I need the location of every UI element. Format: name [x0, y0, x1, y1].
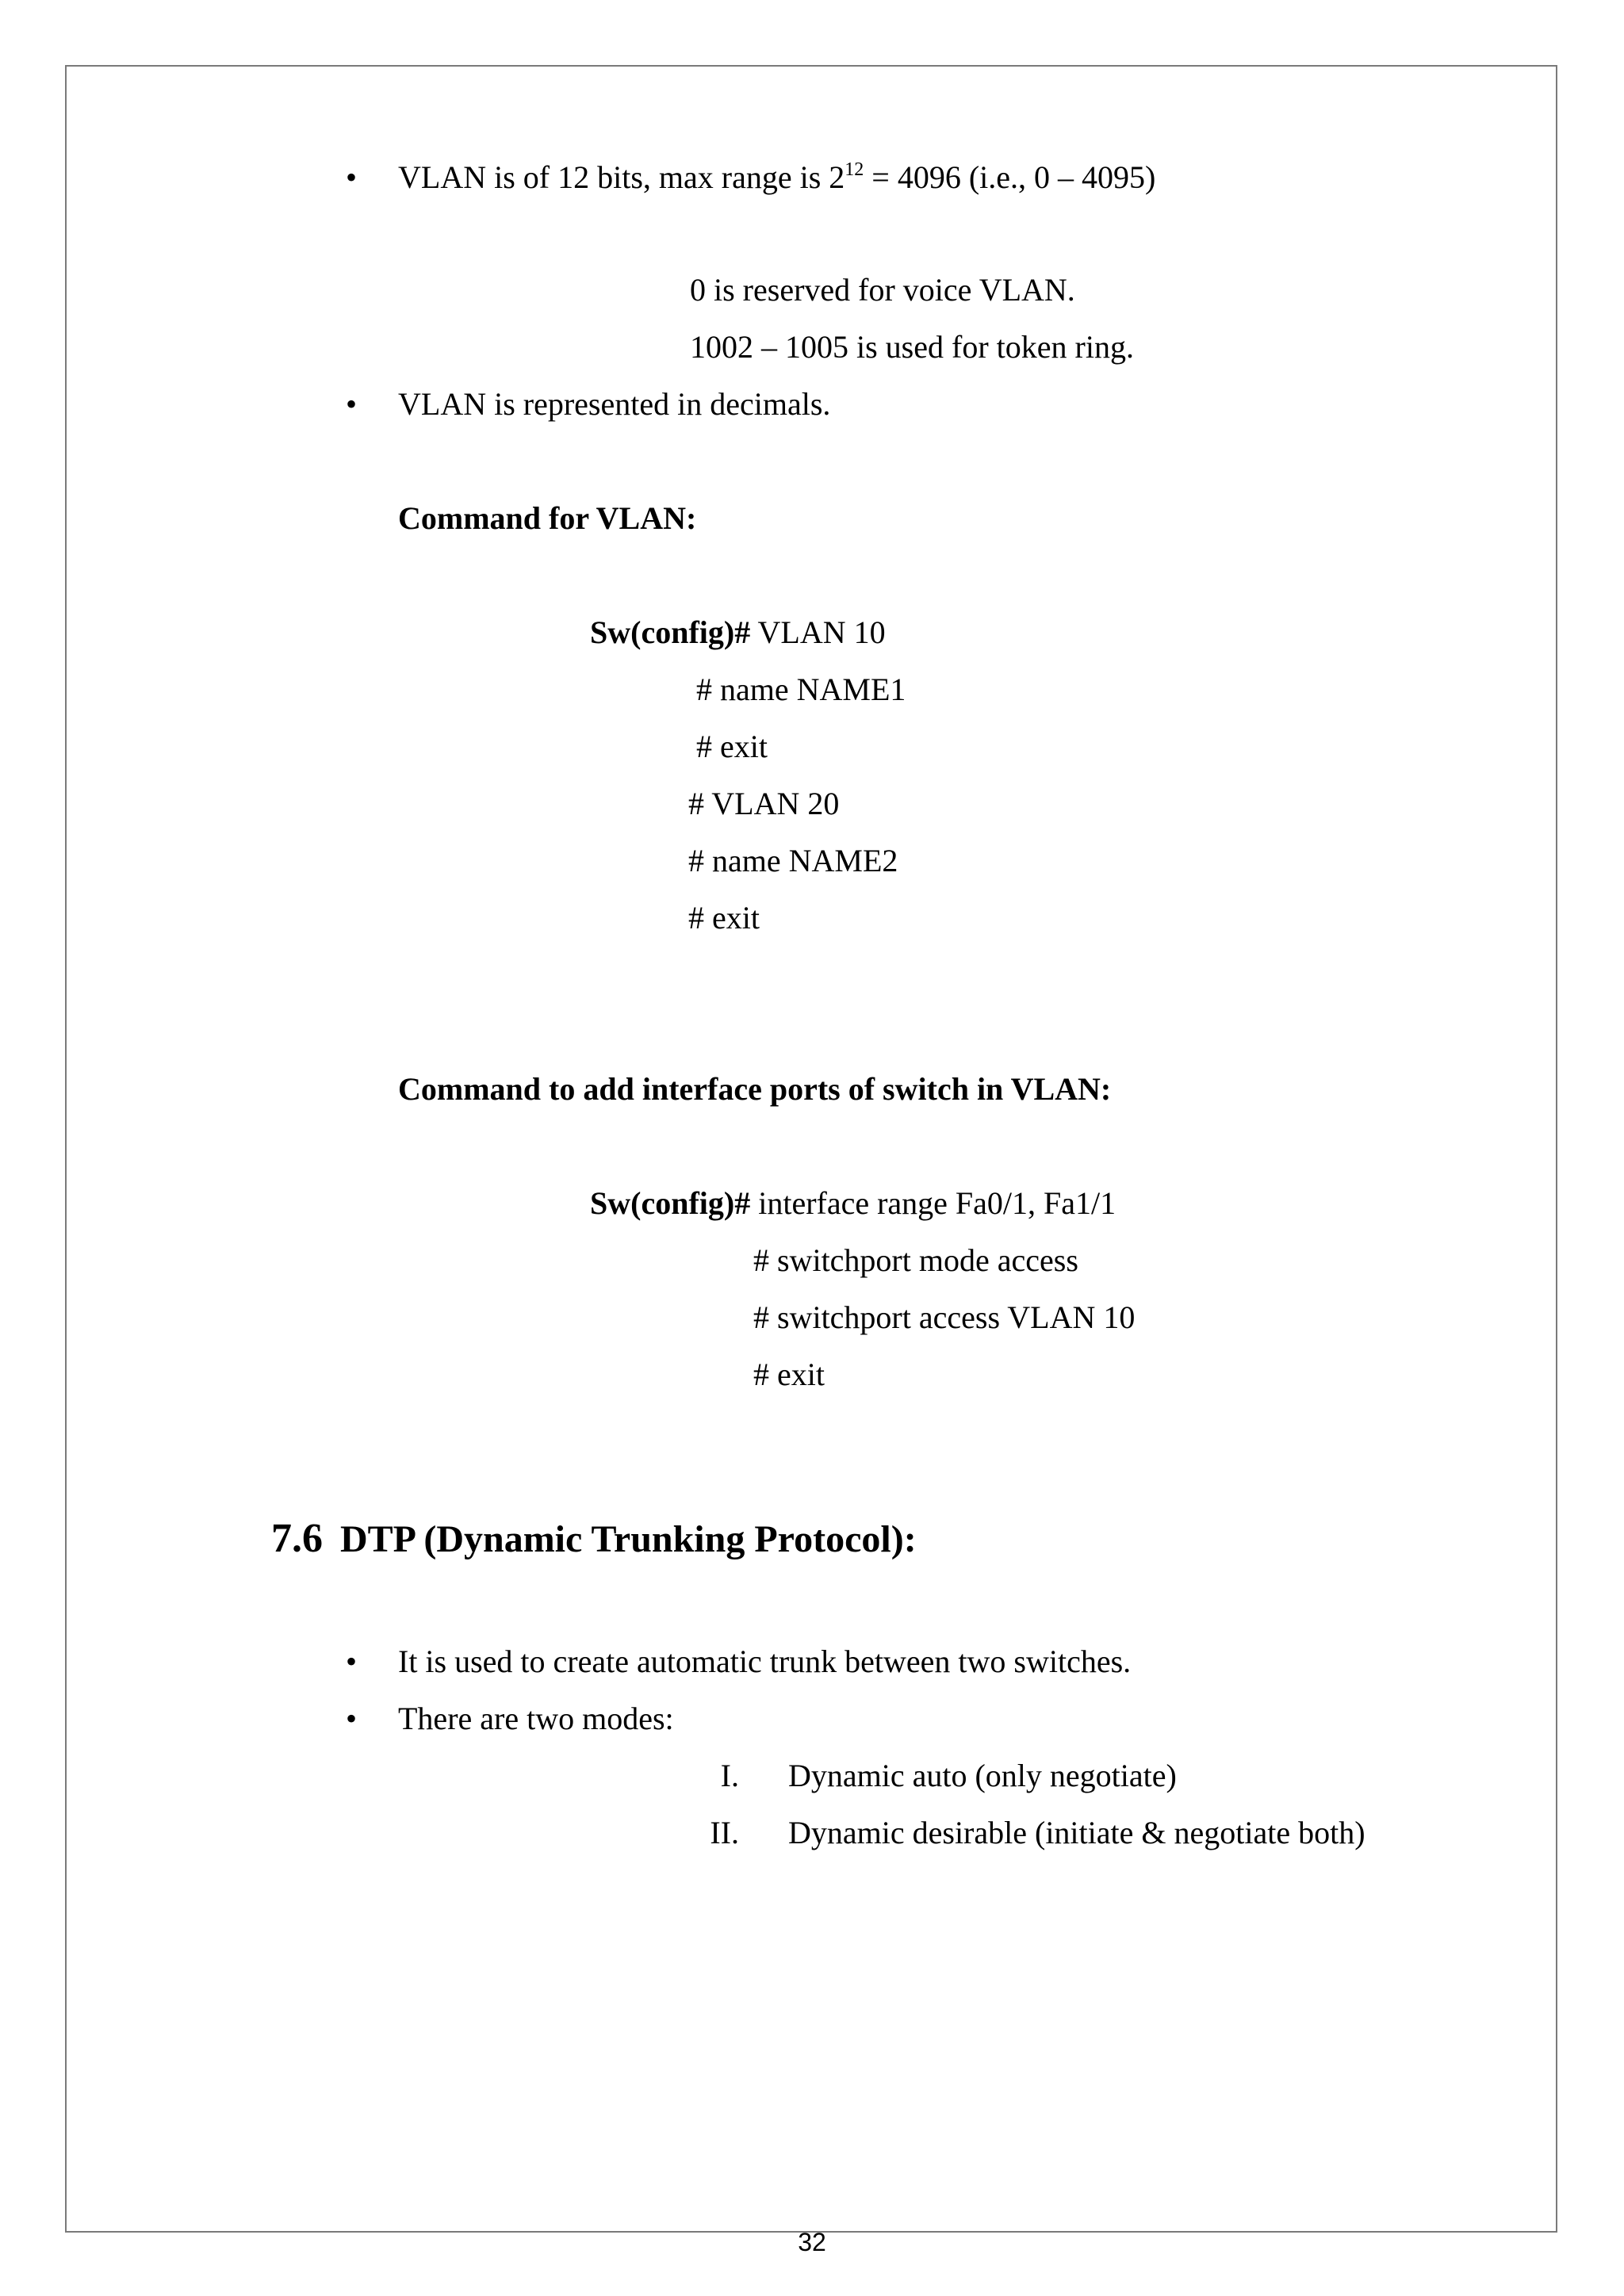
section-number: 7.6 [271, 1516, 323, 1561]
mode-numeral: II. [710, 1815, 739, 1850]
command-heading: Command for VLAN: [398, 500, 697, 536]
dtp-purpose-text: It is used to create automatic trunk between two switches. [398, 1644, 1132, 1679]
bullet-dot: • [346, 1644, 358, 1679]
interface-line: # exit [753, 1357, 825, 1392]
exponent: 12 [845, 159, 864, 180]
command-line: # exit [688, 900, 760, 936]
mode-text: Dynamic auto (only negotiate) [788, 1758, 1177, 1793]
bullet-dot: • [346, 1701, 358, 1736]
section-title: DTP (Dynamic Trunking Protocol): [340, 1518, 917, 1560]
reserved-note: 0 is reserved for voice VLAN. [690, 272, 1075, 308]
bullet-dot: • [346, 386, 358, 422]
page-number: 32 [798, 2228, 826, 2256]
mode-numeral: I. [720, 1758, 739, 1793]
mode-text: Dynamic desirable (initiate & negotiate both) [788, 1815, 1365, 1850]
command-line: # exit [696, 729, 768, 764]
vlan-bits-text: VLAN is of 12 bits, max range is $2^{12} = 4096$ (i.e., 0 – 4095) [398, 159, 1156, 195]
token-ring-note: 1002 – 1005 is used for token ring. [690, 329, 1134, 365]
interface-line: # switchport access VLAN 10 [753, 1299, 1136, 1335]
command-line: # name NAME1 [696, 672, 906, 707]
command-line: # VLAN 20 [688, 786, 840, 821]
dtp-modes-text: There are two modes: [398, 1701, 674, 1736]
interface-heading: Command to add interface ports of switch in VLAN: [398, 1071, 1112, 1107]
interface-line: # switchport mode access [753, 1242, 1078, 1278]
command-line: # name NAME2 [688, 843, 898, 878]
interface-prompt: Sw(config)# [590, 1185, 751, 1221]
section-heading [271, 1516, 917, 1563]
command-prompt: Sw(config)# [590, 614, 751, 650]
bullet-dot: • [346, 159, 358, 195]
vlan-decimal-text: VLAN is represented in decimals. [398, 386, 831, 422]
interface-line-first: Sw(config)# interface range Fa0/1, Fa1/1 [590, 1185, 1116, 1221]
command-line-first: Sw(config)# VLAN 10 [590, 614, 886, 650]
